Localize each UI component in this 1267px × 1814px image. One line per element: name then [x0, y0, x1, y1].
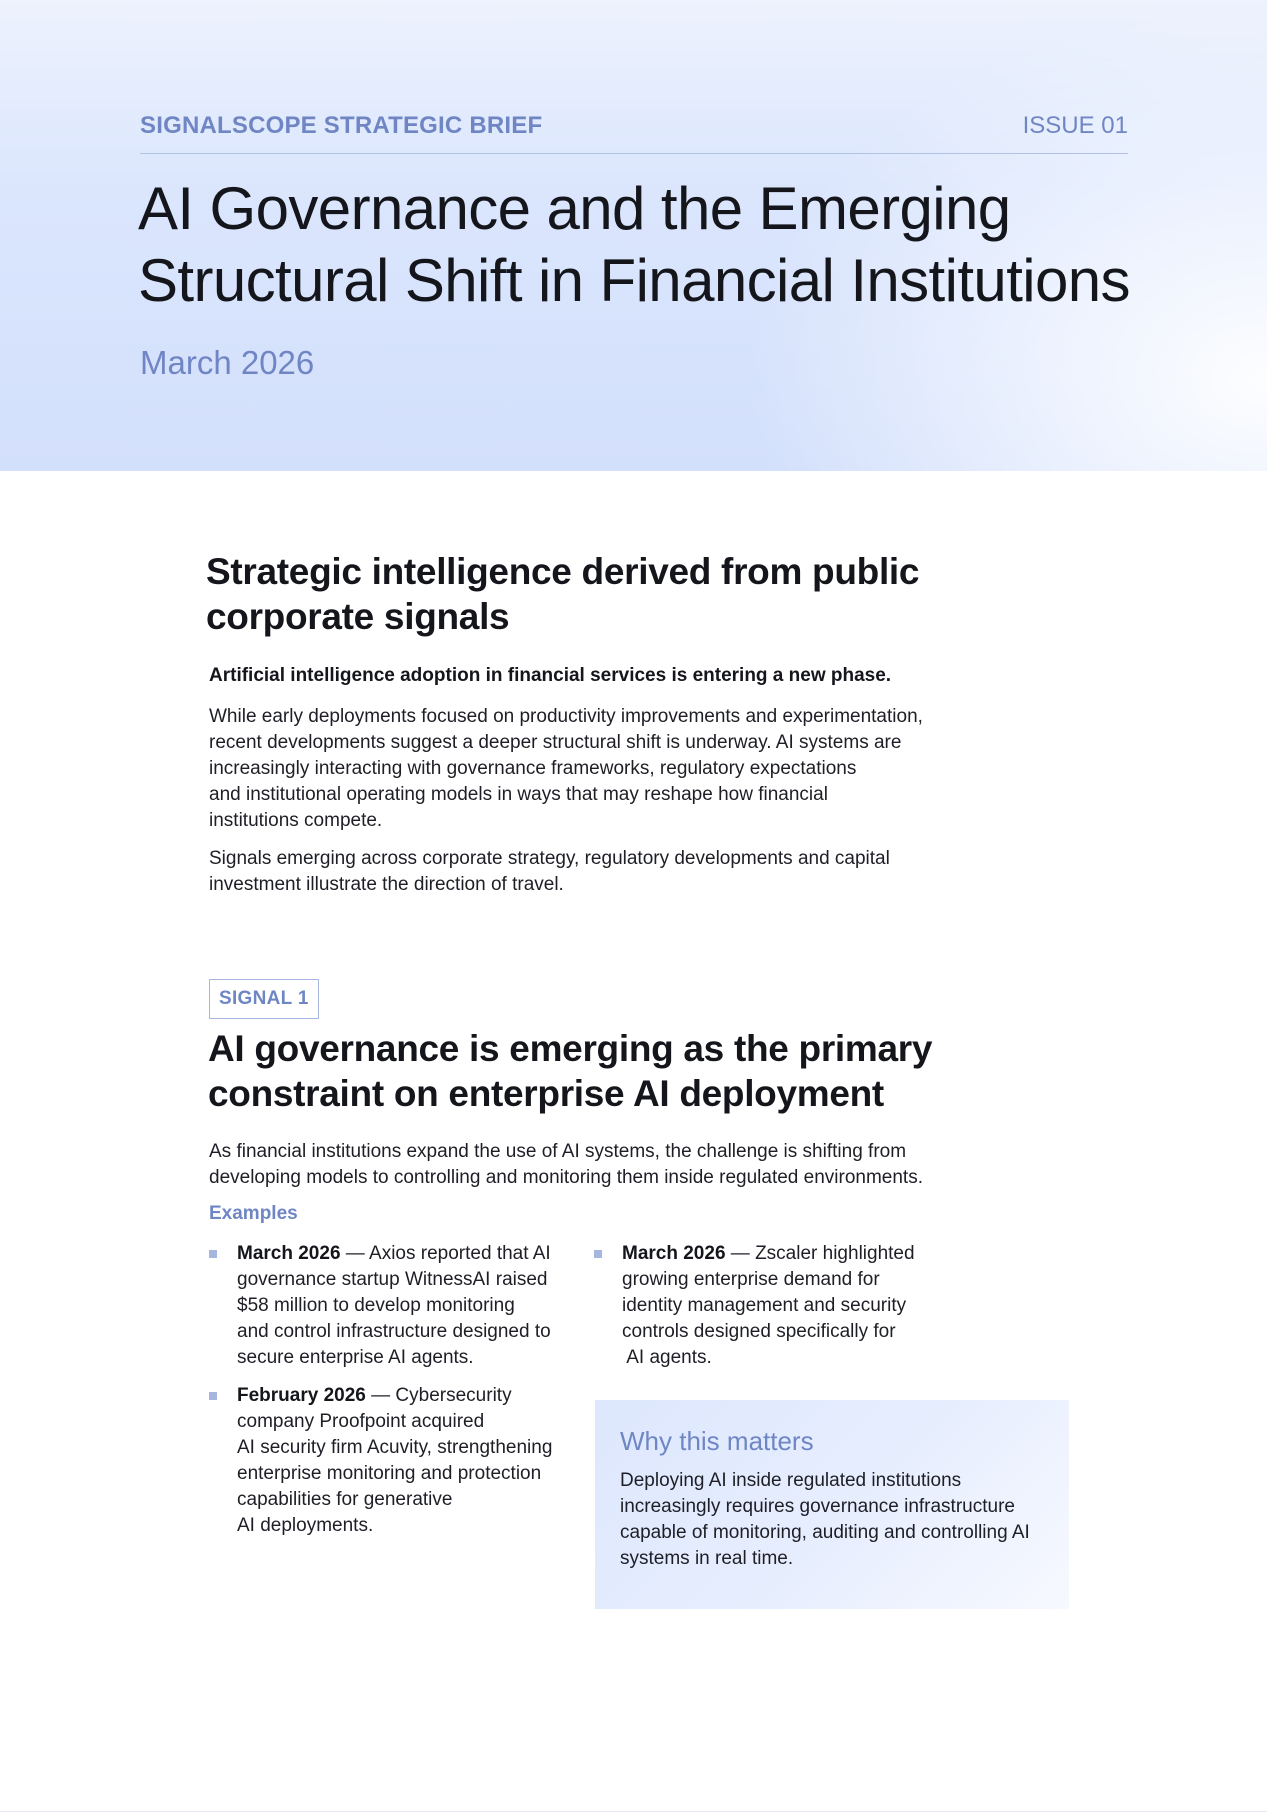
page-title-line-1: AI Governance and the Emerging — [138, 175, 1011, 242]
intro-p2-line: Signals emerging across corporate strategy, regulatory developments and capital — [209, 848, 890, 869]
example-line: $58 million to develop monitoring — [237, 1295, 515, 1316]
example-line: secure enterprise AI agents. — [237, 1347, 474, 1368]
example-item — [237, 1241, 567, 1371]
callout-line: systems in real time. — [620, 1548, 794, 1569]
intro-paragraph-1 — [209, 704, 949, 834]
signal-heading-line-2: constraint on enterprise AI deployment — [208, 1073, 884, 1114]
example-item — [622, 1241, 952, 1371]
intro-p1-line: institutions compete. — [209, 810, 383, 831]
example-line: capabilities for generative — [237, 1489, 453, 1510]
signal-p-line: developing models to controlling and monitoring them inside regulated environments. — [209, 1167, 923, 1188]
signal-tag: SIGNAL 1 — [209, 979, 319, 1019]
signal-paragraph — [209, 1139, 949, 1191]
example-line: and control infrastructure designed to — [237, 1321, 551, 1342]
example-line: AI agents. — [622, 1347, 712, 1368]
example-date: February 2026 — [237, 1385, 366, 1406]
brand-name: SIGNALSCOPE STRATEGIC BRIEF — [140, 112, 543, 139]
intro-p1-line: increasingly interacting with governance frameworks, regulatory expectations — [209, 758, 857, 779]
bullet-square-icon — [209, 1392, 217, 1400]
intro-p2-line: investment illustrate the direction of travel. — [209, 874, 564, 895]
example-line: Axios reported that AI — [369, 1243, 551, 1264]
callout-title: Why this matters — [620, 1426, 814, 1456]
page-title-line-2: Structural Shift in Financial Institutions — [138, 247, 1130, 314]
intro-lead: Artificial intelligence adoption in financial services is entering a new phase. — [209, 665, 892, 686]
signal-heading — [208, 1026, 968, 1116]
intro-p1-line: recent developments suggest a deeper structural shift is underway. AI systems are — [209, 732, 902, 753]
callout-line: capable of monitoring, auditing and controlling AI — [620, 1522, 1030, 1543]
example-line: identity management and security — [622, 1295, 907, 1316]
example-line: Zscaler highlighted — [755, 1243, 915, 1264]
example-line: governance startup WitnessAI raised — [237, 1269, 548, 1290]
intro-heading-line-1: Strategic intelligence derived from public — [206, 551, 920, 592]
bullet-square-icon — [209, 1250, 217, 1258]
page-title — [138, 173, 1238, 317]
intro-heading-line-2: corporate signals — [206, 596, 510, 637]
example-line: AI security firm Acuvity, strengthening — [237, 1437, 553, 1458]
example-date: March 2026 — [237, 1243, 341, 1264]
example-line: growing enterprise demand for — [622, 1269, 880, 1290]
intro-paragraph-2 — [209, 846, 949, 898]
issue-number: ISSUE 01 — [1022, 112, 1128, 139]
why-this-matters-callout — [595, 1400, 1069, 1609]
callout-line: increasingly requires governance infrastructure — [620, 1496, 1015, 1517]
publication-date: March 2026 — [140, 344, 315, 381]
page-bottom-divider — [0, 1811, 1267, 1812]
example-date: March 2026 — [622, 1243, 726, 1264]
signal-p-line: As financial institutions expand the use of AI systems, the challenge is shifting from — [209, 1141, 907, 1162]
callout-line: Deploying AI inside regulated institutions — [620, 1470, 962, 1491]
intro-p1-line: While early deployments focused on productivity improvements and experimentation, — [209, 706, 923, 727]
example-separator: — — [365, 1385, 396, 1406]
hero-banner — [0, 0, 1267, 471]
example-separator: — — [340, 1243, 370, 1264]
examples-label: Examples — [209, 1203, 298, 1224]
intro-p1-line: and institutional operating models in ways that may reshape how financial — [209, 784, 828, 805]
masthead — [140, 112, 1128, 154]
example-line: company Proofpoint acquired — [237, 1411, 485, 1432]
example-line: controls designed specifically for — [622, 1321, 896, 1342]
signal-heading-line-1: AI governance is emerging as the primary — [208, 1028, 933, 1069]
bullet-square-icon — [594, 1250, 602, 1258]
example-line: Cybersecurity — [395, 1385, 512, 1406]
callout-text — [620, 1468, 1050, 1572]
example-separator: — — [725, 1243, 756, 1264]
example-line: AI deployments. — [237, 1515, 374, 1536]
intro-heading — [206, 549, 926, 639]
example-item — [237, 1383, 567, 1539]
example-line: enterprise monitoring and protection — [237, 1463, 542, 1484]
